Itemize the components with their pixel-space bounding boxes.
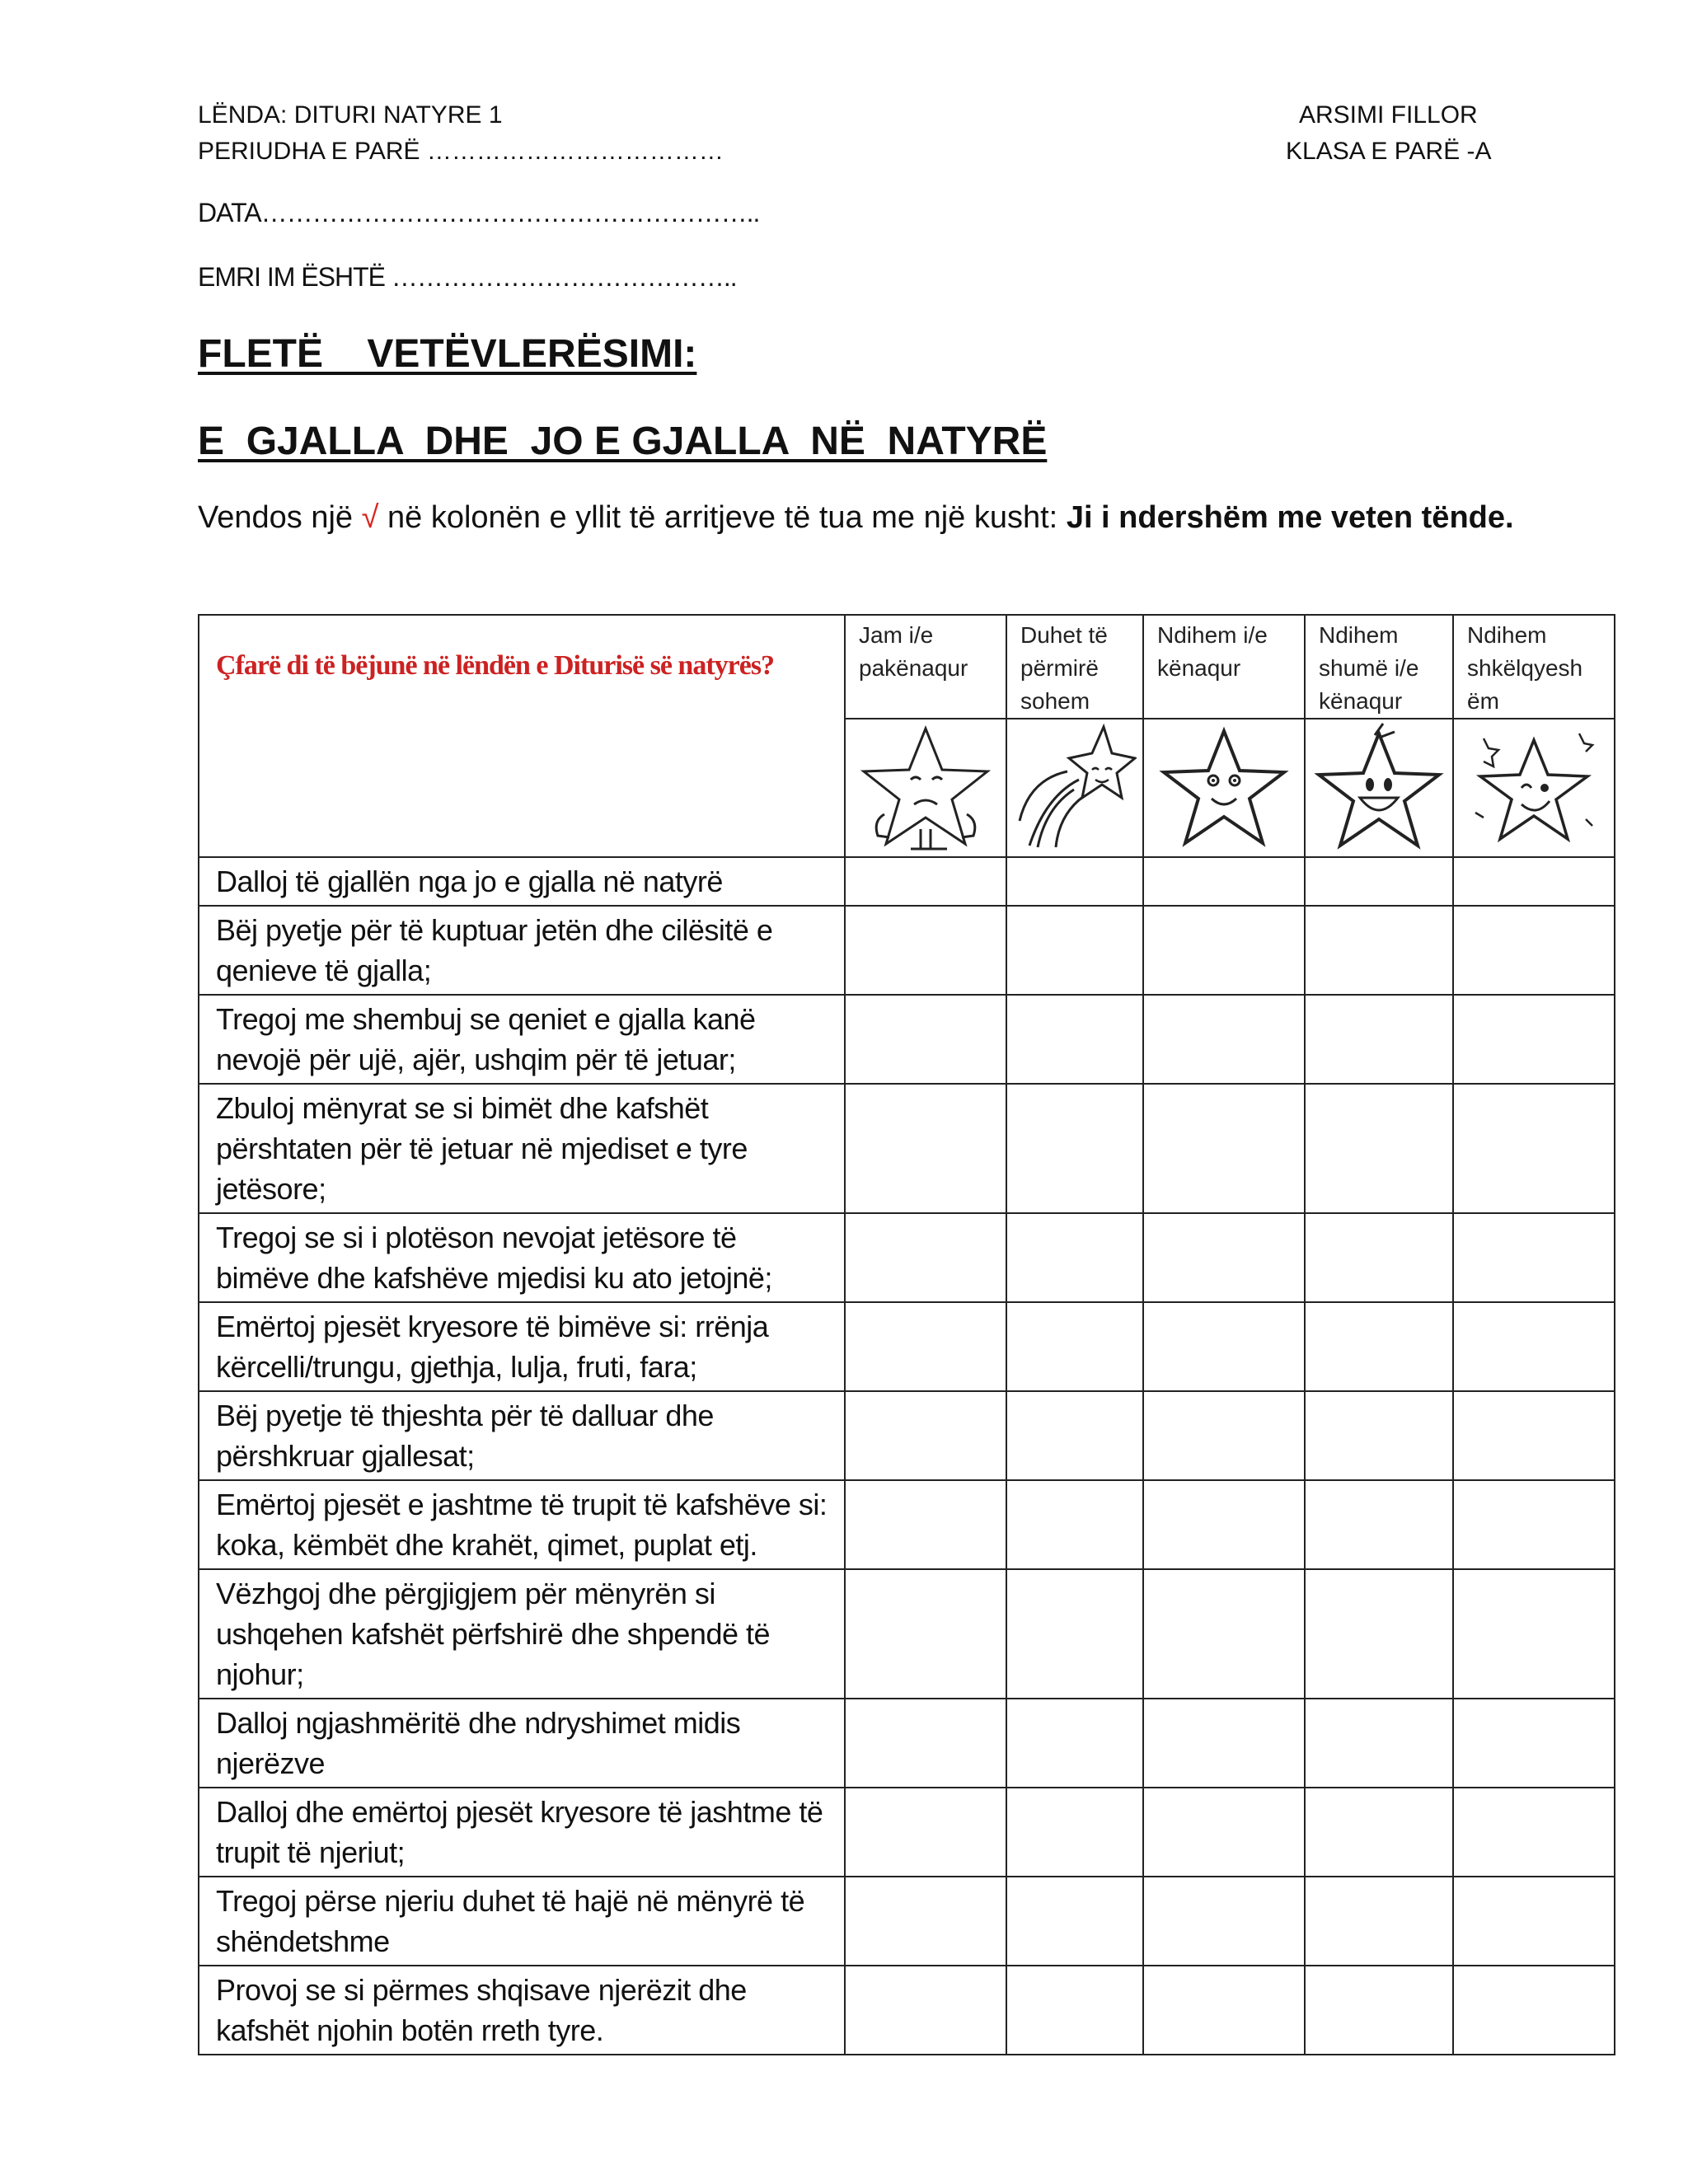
- page-title: FLETË VETËVLERËSIMI:: [198, 332, 697, 376]
- rating-checkbox-cell[interactable]: [1453, 1480, 1615, 1569]
- table-row: [199, 1966, 1615, 2055]
- rating-checkbox-cell[interactable]: [845, 1569, 1006, 1699]
- school-label: ARSIMI FILLOR: [1299, 101, 1478, 129]
- rating-checkbox-cell[interactable]: [1006, 857, 1143, 906]
- name-field[interactable]: EMRI IM ËSHTË …………………………………..: [198, 262, 737, 292]
- rating-checkbox-cell[interactable]: [845, 1302, 1006, 1391]
- skill-statement: Bëj pyetje për të kuptuar jetën dhe cilësitë e qenieve të gjalla;: [199, 906, 845, 995]
- rating-checkbox-cell[interactable]: [1305, 1699, 1453, 1788]
- rating-checkbox-cell[interactable]: [1453, 1569, 1615, 1699]
- rating-checkbox-cell[interactable]: [845, 857, 1006, 906]
- rating-checkbox-cell[interactable]: [1143, 857, 1305, 906]
- page-subtitle: E GJALLA DHE JO E GJALLA NË NATYRË: [198, 419, 1048, 463]
- rating-checkbox-cell[interactable]: [1006, 1877, 1143, 1966]
- table-row: [199, 906, 1615, 995]
- subject-label: LËNDA: DITURI NATYRE 1: [198, 101, 503, 129]
- table-row: [199, 1213, 1615, 1302]
- header-left: [198, 97, 724, 170]
- column-header: Ndihem i/e kënaqur: [1143, 615, 1305, 719]
- rating-checkbox-cell[interactable]: [1006, 906, 1143, 995]
- rating-checkbox-cell[interactable]: [1006, 1480, 1143, 1569]
- rating-checkbox-cell[interactable]: [1006, 1213, 1143, 1302]
- rating-checkbox-cell[interactable]: [1143, 1788, 1305, 1877]
- skill-statement: Dalloj të gjallën nga jo e gjalla në natyrë: [199, 857, 845, 906]
- rating-checkbox-cell[interactable]: [1453, 1213, 1615, 1302]
- rating-checkbox-cell[interactable]: [1453, 1391, 1615, 1480]
- question-header: Çfarë di të bëjunë në lëndën e Diturisë së natyrës?: [216, 650, 775, 681]
- column-header: Duhet të përmirë sohem: [1006, 615, 1143, 719]
- rating-checkbox-cell[interactable]: [1305, 1788, 1453, 1877]
- rating-checkbox-cell[interactable]: [1453, 1084, 1615, 1213]
- skill-statement: Emërtoj pjesët kryesore të bimëve si: rrënja kërcelli/trungu, gjethja, lulja, fruti, fara;: [199, 1302, 845, 1391]
- check-mark-icon: √: [361, 500, 379, 535]
- rating-checkbox-cell[interactable]: [1305, 906, 1453, 995]
- rating-checkbox-cell[interactable]: [1143, 1302, 1305, 1391]
- rating-checkbox-cell[interactable]: [1006, 1788, 1143, 1877]
- skill-statement: Tregoj se si i plotëson nevojat jetësore të bimëve dhe kafshëve mjedisi ku ato jetojnë;: [199, 1213, 845, 1302]
- question-header-cell: [199, 615, 845, 857]
- rating-checkbox-cell[interactable]: [845, 1480, 1006, 1569]
- rating-checkbox-cell[interactable]: [845, 1213, 1006, 1302]
- rating-checkbox-cell[interactable]: [1453, 1966, 1615, 2055]
- self-assessment-table: [198, 614, 1615, 2055]
- instruction-bold: Ji i ndershëm me veten tënde.: [1066, 500, 1514, 535]
- skill-statement: Dalloj dhe emërtoj pjesët kryesore të jashtme të trupit të njeriut;: [199, 1788, 845, 1877]
- rating-checkbox-cell[interactable]: [1453, 1302, 1615, 1391]
- skill-statement: Dalloj ngjashmëritë dhe ndryshimet midis njerëzve: [199, 1699, 845, 1788]
- column-header: Jam i/e pakënaqur: [845, 615, 1006, 719]
- rating-checkbox-cell[interactable]: [1143, 1699, 1305, 1788]
- rating-checkbox-cell[interactable]: [1305, 1213, 1453, 1302]
- rating-checkbox-cell[interactable]: [1305, 1084, 1453, 1213]
- rating-checkbox-cell[interactable]: [1143, 1391, 1305, 1480]
- rating-checkbox-cell[interactable]: [1453, 995, 1615, 1084]
- rating-checkbox-cell[interactable]: [1453, 906, 1615, 995]
- rating-checkbox-cell[interactable]: [845, 1877, 1006, 1966]
- skill-statement: Vëzhgoj dhe përgjigjem për mënyrën si ushqehen kafshët përfshirë dhe shpendë të njohur;: [199, 1569, 845, 1699]
- rating-checkbox-cell[interactable]: [1006, 995, 1143, 1084]
- rating-checkbox-cell[interactable]: [845, 1699, 1006, 1788]
- period-label: PERIUDHA E PARË ………………………………: [198, 138, 724, 165]
- column-header: Ndihem shkëlqyesh ëm: [1453, 615, 1615, 719]
- table-row: [199, 1699, 1615, 1788]
- rating-checkbox-cell[interactable]: [845, 1391, 1006, 1480]
- skill-statement: Emërtoj pjesët e jashtme të trupit të kafshëve si: koka, këmbët dhe krahët, qimet, puplat etj.: [199, 1480, 845, 1569]
- table-row: [199, 1391, 1615, 1480]
- rating-checkbox-cell[interactable]: [1006, 1084, 1143, 1213]
- rating-checkbox-cell[interactable]: [845, 1966, 1006, 2055]
- table-row: [199, 1788, 1615, 1877]
- skill-statement: Tregoj me shembuj se qeniet e gjalla kanë nevojë për ujë, ajër, ushqim për të jetuar;: [199, 995, 845, 1084]
- rating-checkbox-cell[interactable]: [1006, 1699, 1143, 1788]
- table-row: [199, 857, 1615, 906]
- rating-checkbox-cell[interactable]: [1453, 857, 1615, 906]
- skill-statement: Provoj se si përmes shqisave njerëzit dhe kafshët njohin botën rreth tyre.: [199, 1966, 845, 2055]
- rating-checkbox-cell[interactable]: [1006, 1966, 1143, 2055]
- happy-star-cell: [1305, 719, 1453, 857]
- date-field[interactable]: DATA…………………………………………………..: [198, 198, 760, 227]
- table-row: [199, 1302, 1615, 1391]
- rating-checkbox-cell[interactable]: [1305, 1391, 1453, 1480]
- header-right: [1286, 97, 1492, 170]
- class-label: KLASA E PARË -A: [1286, 138, 1492, 165]
- column-header: Ndihem shumë i/e kënaqur: [1305, 615, 1453, 719]
- rating-checkbox-cell[interactable]: [1143, 1480, 1305, 1569]
- rating-checkbox-cell[interactable]: [1453, 1699, 1615, 1788]
- skill-statement: Bëj pyetje të thjeshta për të dalluar dhe përshkruar gjallesat;: [199, 1391, 845, 1480]
- table-row: [199, 1084, 1615, 1213]
- sad-star-icon: [851, 722, 1000, 854]
- table-row: [199, 995, 1615, 1084]
- content-star-cell: [1143, 719, 1305, 857]
- shooting-star-cell: [1006, 719, 1143, 857]
- excellent-star-cell: [1453, 719, 1615, 857]
- rating-checkbox-cell[interactable]: [1305, 857, 1453, 906]
- rating-checkbox-cell[interactable]: [1143, 1877, 1305, 1966]
- rating-checkbox-cell[interactable]: [1305, 1302, 1453, 1391]
- sad-star-cell: [845, 719, 1006, 857]
- shooting-star-icon: [1013, 722, 1137, 854]
- rating-checkbox-cell[interactable]: [1006, 1302, 1143, 1391]
- rating-checkbox-cell[interactable]: [845, 995, 1006, 1084]
- rating-checkbox-cell[interactable]: [1305, 1480, 1453, 1569]
- rating-checkbox-cell[interactable]: [1143, 906, 1305, 995]
- rating-checkbox-cell[interactable]: [845, 906, 1006, 995]
- table-row: [199, 1480, 1615, 1569]
- rating-checkbox-cell[interactable]: [1305, 995, 1453, 1084]
- rating-checkbox-cell[interactable]: [1143, 1084, 1305, 1213]
- rating-checkbox-cell[interactable]: [1143, 1966, 1305, 2055]
- instruction-middle: në kolonën e yllit të arritjeve të tua me një kusht:: [378, 500, 1067, 535]
- skill-statement: Zbuloj mënyrat se si bimët dhe kafshët përshtaten për të jetuar në mjediset e tyre jetësore;: [199, 1084, 845, 1213]
- rating-checkbox-cell[interactable]: [1305, 1877, 1453, 1966]
- rating-checkbox-cell[interactable]: [1453, 1788, 1615, 1877]
- table-header-row: [199, 615, 1615, 719]
- instruction-before: Vendos një: [198, 500, 362, 535]
- rating-checkbox-cell[interactable]: [1305, 1569, 1453, 1699]
- skill-statement: Tregoj përse njeriu duhet të hajë në mënyrë të shëndetshme: [199, 1877, 845, 1966]
- rating-checkbox-cell[interactable]: [1143, 995, 1305, 1084]
- table-body: [199, 857, 1615, 2055]
- table-row: [199, 1569, 1615, 1699]
- rating-checkbox-cell[interactable]: [1006, 1391, 1143, 1480]
- rating-checkbox-cell[interactable]: [1453, 1877, 1615, 1966]
- excellent-star-icon: [1464, 722, 1604, 854]
- rating-checkbox-cell[interactable]: [1006, 1569, 1143, 1699]
- rating-checkbox-cell[interactable]: [1143, 1213, 1305, 1302]
- rating-checkbox-cell[interactable]: [845, 1084, 1006, 1213]
- rating-checkbox-cell[interactable]: [1143, 1569, 1305, 1699]
- happy-star-icon: [1309, 722, 1449, 854]
- table-row: [199, 1877, 1615, 1966]
- instruction-text: [198, 494, 1517, 541]
- content-star-icon: [1154, 726, 1294, 850]
- rating-checkbox-cell[interactable]: [1305, 1966, 1453, 2055]
- rating-checkbox-cell[interactable]: [845, 1788, 1006, 1877]
